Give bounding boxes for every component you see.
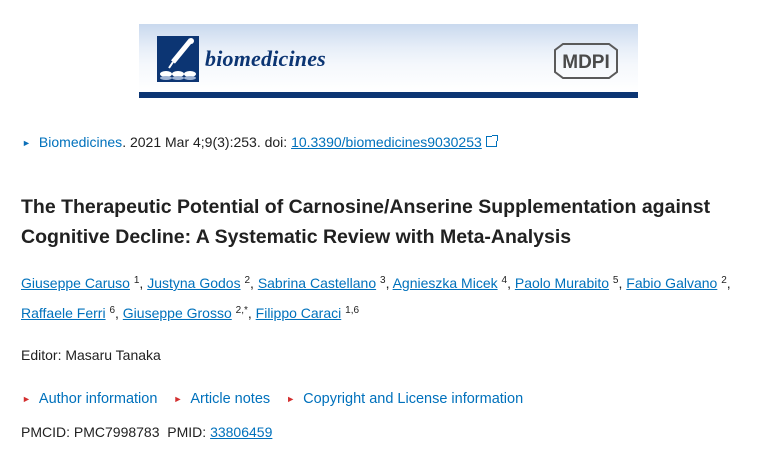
author-link[interactable]: Justyna Godos — [147, 275, 241, 291]
author-link[interactable]: Paolo Murabito — [514, 275, 610, 291]
article-ids — [21, 424, 272, 440]
author-link[interactable]: Giuseppe Caruso — [21, 275, 130, 291]
article-title: The Therapeutic Potential of Carnosine/Anserine Supplementation against Cognitive Decline: A Systematic Review with Meta-Analysis — [21, 196, 711, 248]
journal-banner[interactable] — [139, 24, 638, 98]
pmid-link[interactable]: 33806459 — [210, 424, 273, 440]
copyright-license-link[interactable]: Copyright and License information — [303, 391, 524, 407]
affiliation-marker[interactable]: 1 — [133, 275, 140, 286]
pmcid-label: PMCID: PMC7998783 — [21, 424, 160, 440]
citation-details: . 2021 Mar 4;9(3):253. doi: — [122, 134, 292, 150]
pipette-icon — [155, 34, 201, 84]
affiliation-marker[interactable]: 1,6 — [345, 305, 360, 316]
author-link[interactable]: Sabrina Castellano — [257, 275, 377, 291]
mdpi-logo-icon — [551, 40, 621, 80]
affiliation-marker[interactable]: 6 — [109, 305, 116, 316]
author-list: Giuseppe Caruso $^1$, Justyna Godos $^2$, Sabrina Castellano $^3$, Agnieszka Micek $^4$, Paolo Murabito $^5$, Fabio Galvano $^2$, Raffaele Ferri $^6$, Giuseppe Grosso $^{2,*}$, Filippo Caraci $^{1,6}$ — [21, 275, 731, 321]
doi-link[interactable]: 10.3390/biomedicines9030253 — [291, 134, 482, 150]
svg-text:MDPI: MDPI — [562, 52, 610, 73]
affiliation-marker[interactable]: 2 — [244, 275, 251, 286]
affiliation-marker[interactable]: 3 — [380, 275, 386, 286]
author-link[interactable]: Fabio Galvano — [626, 275, 718, 291]
triangle-right-icon: ► — [286, 394, 296, 404]
journal-link[interactable]: Biomedicines — [38, 134, 123, 150]
article-notes-link[interactable]: Article notes — [190, 391, 271, 407]
affiliation-marker[interactable]: 2,* — [235, 305, 248, 316]
affiliation-marker[interactable]: 2 — [721, 275, 727, 286]
external-link-icon[interactable] — [486, 136, 497, 147]
affiliation-marker[interactable]: 4 — [501, 275, 508, 286]
citation-line — [22, 134, 497, 150]
triangle-right-icon: ► — [22, 394, 31, 404]
author-link[interactable]: Filippo Caraci — [255, 305, 342, 321]
pmid-label: PMID: — [167, 424, 211, 440]
triangle-right-icon: ► — [173, 394, 183, 404]
editor-line: Editor: Masaru Tanaka — [21, 347, 161, 363]
author-link[interactable]: Agnieszka Micek — [392, 275, 498, 291]
triangle-right-icon: ► — [22, 138, 31, 148]
affiliation-marker[interactable]: 5 — [612, 275, 619, 286]
author-link[interactable]: Giuseppe Grosso — [122, 305, 232, 321]
author-link[interactable]: Raffaele Ferri — [21, 305, 106, 321]
journal-name: biomedicines — [205, 46, 326, 71]
article-info-links — [22, 391, 535, 407]
author-information-link[interactable]: Author information — [38, 391, 158, 407]
